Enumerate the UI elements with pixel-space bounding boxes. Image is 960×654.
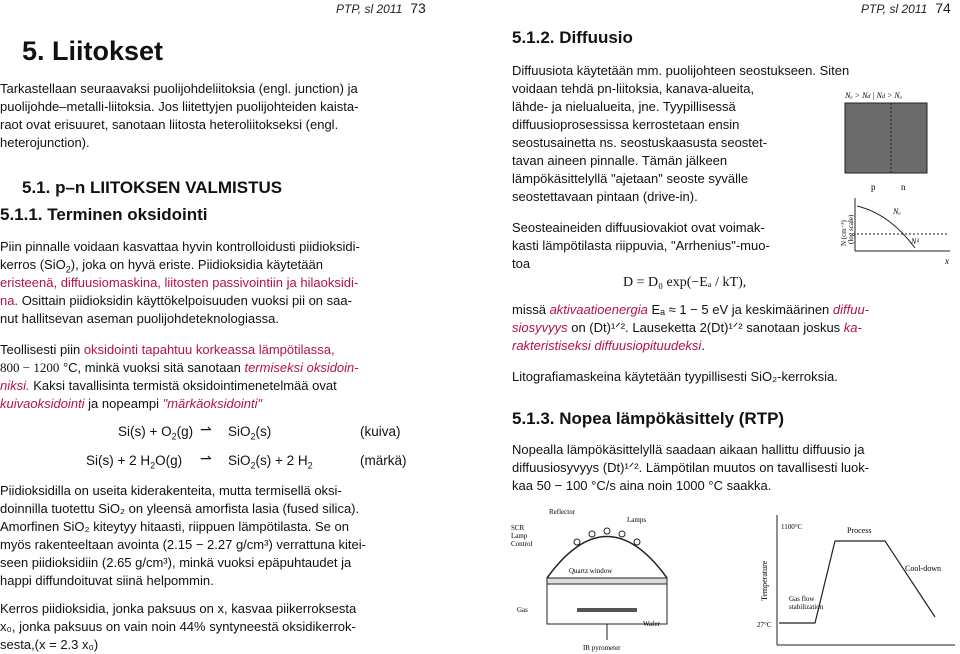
paragraph-line: seen piidioksidiin (2.65 g/cm³), minkä vuoksi epäpuhtaudet ja: [0, 555, 352, 570]
arrhenius-formula: D = D₀ exp(−Eₐ / kT),: [623, 275, 747, 290]
t27-label: 27°C: [757, 621, 772, 629]
paragraph-line: sesta,(x = 2.3 x₀): [0, 637, 99, 652]
paragraph-line: lämpökäsittelyllä "ajetaan" seoste syvälle: [512, 171, 749, 186]
paragraph-line: tavan aineen pinnalle. Tämän jälkeen: [512, 153, 728, 168]
text-run: 800 − 1200: [0, 360, 60, 375]
text-run: kuivaoksidointi: [0, 396, 85, 411]
quartz-window: [547, 578, 667, 584]
text-run: Kaksi tavallisinta termistä oksidointimenetelmää ovat: [29, 378, 337, 393]
reflector-label: Reflector: [549, 508, 576, 516]
paragraph-line: doinnilla tuotettu SiO₂ on yleensä amorfista lasia (fused silica).: [0, 501, 360, 516]
text-run: rakteristiseksi diffuusiopituudeksi: [512, 338, 702, 353]
t1100-label: 1100°C: [781, 523, 803, 531]
right-page: [495, 0, 960, 653]
paragraph-line: [0, 395, 262, 413]
text-run: diffuu-: [832, 302, 870, 317]
paragraph-line: kaa 50 − 100 °C/s aina noin 1000 °C saakka.: [512, 478, 772, 493]
n-region-label: n: [901, 182, 906, 192]
na-label: Nₐ: [893, 207, 901, 216]
paragraph-line: [0, 359, 359, 377]
lamp-icon: [589, 531, 595, 537]
paragraph-line: [0, 377, 337, 395]
rtp-temperature-figure: [755, 505, 960, 653]
semiconductor-block: [845, 103, 927, 173]
paragraph-line: Kerros piidioksidia, jonka paksuus on x, kasvaa piikerroksesta: [0, 601, 357, 616]
wafer-label: Wafer: [643, 620, 660, 628]
text-run: Si(s) + O: [118, 424, 172, 439]
rtp-chamber-figure: [507, 500, 707, 653]
paragraph-line: [0, 341, 335, 359]
paragraph-line: lähde- ja nielualueita, jne. Tyypillisessä: [512, 99, 736, 114]
paragraph-line: Litografiamaskeina käytetään tyypillisesti SiO₂-kerroksia.: [512, 369, 838, 384]
section-heading: 5.1.3. Nopea lämpökäsittely (RTP): [512, 409, 785, 428]
text-run: ), joka on hyvä eriste. Piidioksidia käytetään: [70, 257, 323, 272]
text-run: kerros (SiO: [0, 257, 66, 272]
lamp-icon: [574, 539, 580, 545]
text-run: niksi.: [0, 378, 30, 393]
arrow-icon: ⇀: [200, 421, 212, 437]
section-heading: 5.1.2. Diffuusio: [512, 28, 633, 47]
text-run: Si(s) + 2 H: [86, 453, 151, 468]
equation-label: (kuiva): [360, 424, 401, 439]
diffusion-profile-figure: [835, 86, 957, 286]
equation-label: (märkä): [360, 453, 407, 468]
left-page: [0, 0, 470, 653]
lamp-label: Lamp: [511, 532, 528, 540]
equation-wet-lhs: Si(s) + 2 $H_2O(g)$: [86, 453, 183, 471]
paragraph-line: eristeenä, diffuusiomaskina, liitosten passivointiin ja hilaoksidi-: [0, 275, 359, 290]
paragraph-line: [512, 337, 705, 355]
text-run: ka-: [843, 320, 862, 335]
paragraph-line: Piin pinnalle voidaan kasvattaa hyvin kontrolloidusti piidioksidi-: [0, 239, 360, 254]
process-label: Process: [847, 526, 872, 535]
paragraph-line: seostusainetta ns. seostuskaasusta seostet-: [512, 135, 768, 150]
gas-flow-label: Gas flow: [789, 595, 815, 603]
paragraph-line: x₀, jonka paksuus on vain noin 44% syntyneestä oksidikerrok-: [0, 619, 356, 634]
paragraph-line: voidaan tehdä pn-liitoksia, kanava-alueita,: [512, 81, 755, 96]
text-run: siosyvyys: [512, 320, 568, 335]
paragraph-line: nut hallitsevan aseman puolijohdeteknologiassa.: [0, 311, 279, 326]
intro-line: Tarkastellaan seuraavaksi puolijohdeliitoksia (engl. junction) ja: [0, 81, 358, 96]
paragraph-line: Diffuusiota käytetään mm. puolijohteen seostukseen. Siten: [512, 63, 850, 78]
acceptor-curve: [857, 206, 915, 248]
temperature-axis-label: Temperature: [760, 560, 769, 601]
figure-label: Nₐ > Nd | Nd > Nₐ: [845, 91, 903, 100]
text-run: Eₐ ≈ 1 − 5 eV ja keskimäärinen: [647, 302, 833, 317]
p-region-label: p: [871, 182, 876, 192]
y-axis-label: N (cm⁻³): [840, 220, 848, 246]
gas-label: Gas: [517, 606, 528, 614]
text-run: on (Dt)¹ᐟ². Lauseketta 2(Dt)¹ᐟ² sanotaan joskus: [567, 320, 844, 335]
text-run: termiseksi oksidoin-: [244, 360, 359, 375]
ir-pyrometer-label: IR pyrometer: [583, 644, 621, 652]
x-axis-label: x: [945, 256, 949, 266]
paragraph-line: [0, 292, 352, 310]
page-header-right: [861, 0, 951, 16]
lamp-icon: [619, 531, 625, 537]
intro-line: raot ovat erisuuret, sanotaan liitosta heteroliitokseksi (engl.: [0, 117, 339, 132]
text-run: Teollisesti piin: [0, 342, 84, 357]
text-run: Osittain piidioksidin käyttökelpoisuuden vuoksi pii on saa-: [18, 293, 352, 308]
subsection-heading: 5.1.1. Terminen oksidointi: [0, 205, 208, 224]
text-run: "märkäoksidointi": [162, 396, 263, 411]
paragraph-line: diffuusiosyvyys (Dt)¹ᐟ². Lämpötilan muutos on tavallisesti luok-: [512, 460, 870, 475]
text-run: missä: [512, 302, 550, 317]
text-run: °C, minkä vuoksi sitä sanotaan: [59, 360, 245, 375]
chamber: [547, 584, 667, 624]
text-run: ja nopeampi: [84, 396, 163, 411]
lamp-icon: [634, 539, 640, 545]
scr-label: SCR: [511, 524, 525, 532]
intro-line: puolijohde–metalli-liitoksia. Jos liitettyjen puolijohteiden kaista-: [0, 99, 359, 114]
text-run: (g): [176, 424, 194, 439]
wafer-shape: [577, 608, 637, 612]
chapter-title: 5. Liitokset: [22, 36, 164, 66]
paragraph-line: Piidioksidilla on useita kiderakenteita, mutta termisellä oksi-: [0, 483, 342, 498]
text-run: oksidointi tapahtuu korkeassa lämpötilassa,: [83, 342, 335, 357]
text-run: SiO: [228, 453, 251, 468]
page-number: 73: [410, 0, 426, 16]
paragraph-line: myös rakenteeltaan avointa (2.15 − 2.27 g/cm³) verrattuna kitei-: [0, 537, 366, 552]
equation-wet-rhs: SiO$_2$(s) + 2 $H_2$: [228, 453, 313, 471]
arrow-icon: ⇀: [200, 450, 212, 466]
paragraph-line: seostettavaan pintaan (drive-in).: [512, 189, 698, 204]
paragraph-line: kasti lämpötilasta riippuvia, "Arrhenius"-muo-: [512, 238, 770, 253]
cooldown-label: Cool-down: [905, 564, 941, 573]
nd-label: Nᵈ: [911, 237, 919, 246]
page-number: 74: [935, 0, 951, 16]
lamp-icon: [604, 528, 610, 534]
header-source: PTP, sl 2011: [861, 2, 928, 16]
paragraph-line: happi diffundoituvat siinä helpommin.: [0, 573, 214, 588]
control-label: Control: [511, 540, 533, 548]
text-run: SiO: [228, 424, 251, 439]
paragraph-line: Seosteaineiden diffuusiovakiot ovat voimak-: [512, 220, 765, 235]
text-run: (s): [255, 424, 272, 439]
paragraph-line: [512, 301, 869, 319]
equation-dry-rhs: SiO$_2$(s): [228, 424, 272, 442]
text-run: na.: [0, 293, 19, 308]
paragraph-line: [512, 319, 862, 337]
subscript: 2: [65, 264, 71, 275]
text-run: (s) + 2 H: [255, 453, 308, 468]
paragraph-line: Amorfinen SiO₂ kiteytyy hitaasti, riippuen lämpötilasta. Se on: [0, 519, 349, 534]
page-header-left: [336, 0, 426, 16]
paragraph-line: Nopealla lämpökäsittelyllä saadaan aikaan hallittu diffuusio ja: [512, 442, 865, 457]
equation-dry-lhs: $Si(s) + O_2(g)$: [118, 424, 194, 442]
paragraph-line: toa: [512, 256, 531, 271]
text-run: aktivaatioenergia: [549, 302, 648, 317]
stabilization-label: stabilization: [789, 603, 824, 611]
section-heading: 5.1. p–n LIITOKSEN VALMISTUS: [22, 178, 283, 197]
lamps-label: Lamps: [627, 516, 647, 524]
quartz-label: Quartz window: [569, 567, 613, 575]
text-run: O(g): [155, 453, 183, 468]
text-run: .: [701, 338, 705, 353]
y-axis-label-scale: (log scale): [847, 214, 855, 244]
paragraph-line: diffuusioprosessissa kerrostetaan ensin: [512, 117, 740, 132]
intro-line: heterojunction).: [0, 135, 90, 150]
header-source: PTP, sl 2011: [336, 2, 403, 16]
